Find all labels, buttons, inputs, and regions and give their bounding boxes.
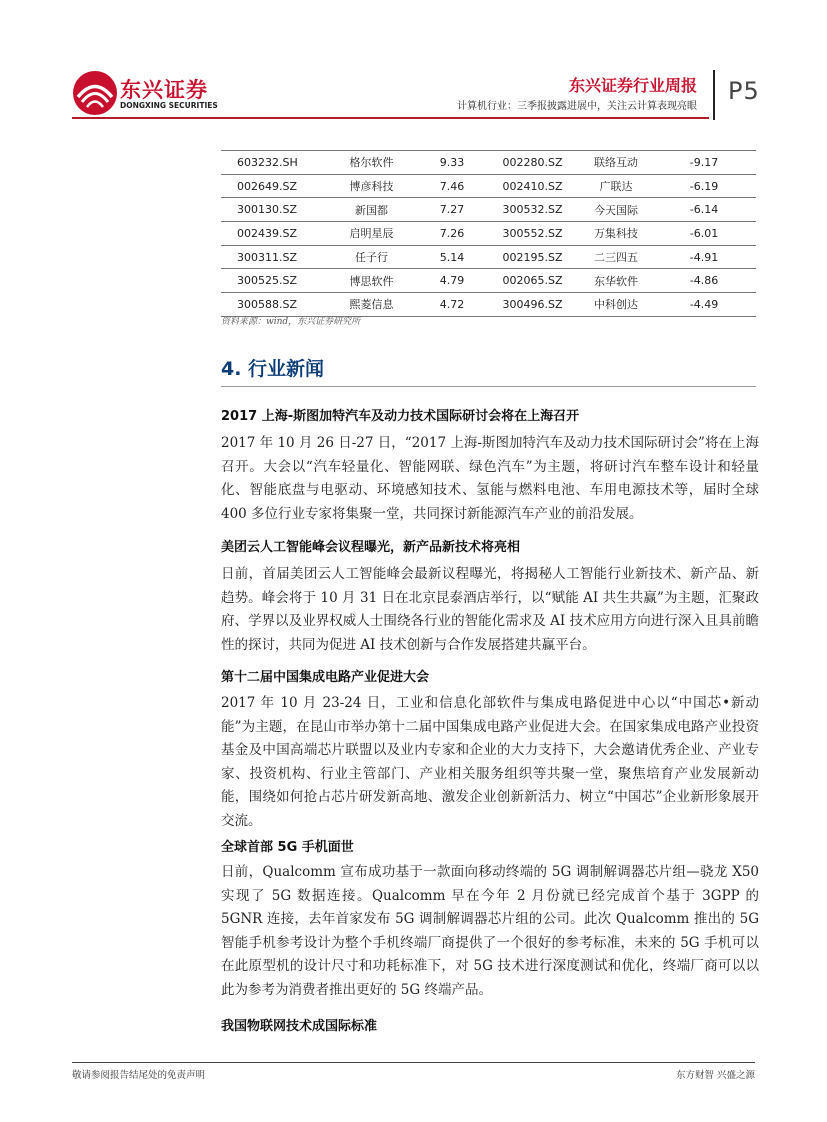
news-body-2: 日前，首届美团云人工智能峰会最新议程曝光，将揭秘人工智能行业新技术、新产品、新趋势。峰会将于 10 月 31 日在北京昆泰酒店举行，以“赋能 AI 共生共赢”为主题，汇聚政府、学界以及业界权威人士围绕各行业的智能化需求及 AI 技术应用方向进行深入且具前瞻性的探讨，共同为促进 AI 技术创新与合作发展搭建共赢平台。: [221, 566, 759, 653]
gainer-change-cell: 7.46: [419, 174, 485, 198]
table-row: [221, 245, 756, 269]
gainer-code-cell: 603232.SH: [221, 151, 324, 175]
gainer-name-cell: 格尔软件: [324, 151, 419, 175]
gainer-change-cell: 4.72: [419, 293, 485, 317]
loser-change-cell: -6.14: [652, 198, 756, 222]
gainer-change-cell: 7.26: [419, 222, 485, 246]
loser-code-cell: 002410.SZ: [485, 174, 580, 198]
loser-change-cell: -4.49: [652, 293, 756, 317]
gainer-change-cell: 7.27: [419, 198, 485, 222]
gainer-name-cell: 启明星辰: [324, 222, 419, 246]
loser-change-cell: -6.01: [652, 222, 756, 246]
gainer-change-cell: 4.79: [419, 269, 485, 293]
report-title: 东兴证券行业周报: [568, 76, 697, 95]
table-row: [221, 293, 756, 317]
loser-change-cell: -9.17: [652, 151, 756, 175]
footer-slogan: 东方财智 兴盛之源: [675, 1070, 755, 1081]
loser-name-cell: 广联达: [580, 174, 652, 198]
table-row: [221, 222, 756, 246]
loser-name-cell: 万集科技: [580, 222, 652, 246]
gainer-code-cell: 002649.SZ: [221, 174, 324, 198]
gainer-change-cell: 9.33: [419, 151, 485, 175]
news-headline-3: 第十二届中国集成电路产业促进大会: [221, 670, 430, 685]
table-row: [221, 151, 756, 175]
news-body-3: 2017 年 10 月 23-24 日，工业和信息化部软件与集成电路促进中心以“中国芯•新动能”为主题，在昆山市举办第十二届中国集成电路产业促进大会。在国家集成电路产业投资基金及中国高端芯片联盟以及业内专家和企业的大力支持下，大会邀请优秀企业、产业专家、投资机构、行业主管部门、产业相关服务组织等共聚一堂，聚焦培育产业发展新动能，围绕如何抢占芯片研发新高地、激发企业创新新活力、树立“中国芯”企业新形象展开交流。: [221, 695, 759, 829]
gainer-name-cell: 新国都: [324, 198, 419, 222]
gainer-code-cell: 300130.SZ: [221, 198, 324, 222]
loser-code-cell: 002065.SZ: [485, 269, 580, 293]
stock-performance-table: [221, 150, 756, 317]
footer-disclaimer: 敬请参阅报告结尾处的免责声明: [72, 1070, 206, 1081]
gainer-change-cell: 5.14: [419, 245, 485, 269]
report-subtitle: 计算机行业：三季报披露进展中，关注云计算表现亮眼: [457, 101, 697, 112]
news-body-4: 日前，Qualcomm 宣布成功基于一款面向移动终端的 5G 调制解调器芯片组—骁龙 X50 实现了 5G 数据连接。Qualcomm 早在今年 2 月份就已经完成首个基于 3GPP 的 5GNR 连接，去年首家发布 5G 调制解调器芯片组的公司。此次 Qualcomm 推出的 5G 智能手机参考设计为整个手机终端厂商提供了一个很好的参考标准，未来的 5G 手机可以在此原型机的设计尺寸和功耗标准下，对 5G 技术进行深度测试和优化，终端厂商可以以此为参考为消费者推出更好的 5G 终端产品。: [221, 864, 759, 998]
gainer-code-cell: 300588.SZ: [221, 293, 324, 317]
table-row: [221, 174, 756, 198]
loser-name-cell: 东华软件: [580, 269, 652, 293]
loser-change-cell: -6.19: [652, 174, 756, 198]
news-headline-4: 全球首部 5G 手机面世: [221, 840, 354, 855]
section-header: [221, 352, 756, 387]
news-headline-2: 美团云人工智能峰会议程曝光，新产品新技术将亮相: [221, 540, 521, 555]
gainer-code-cell: 300311.SZ: [221, 245, 324, 269]
news-body-1: 2017 年 10 月 26 日-27 日，“2017 上海-斯图加特汽车及动力技术国际研讨会”将在上海召开。大会以“汽车轻量化、智能网联、绿色汽车”为主题，将研讨汽车整车设计和轻量化、智能底盘与电驱动、环境感知技术、氢能与燃料电池、车用电源技术等，届时全球 400 多位行业专家将集聚一堂，共同探讨新能源汽车产业的前沿发展。: [221, 435, 759, 522]
loser-change-cell: -4.91: [652, 245, 756, 269]
dongxing-logo-icon: [72, 70, 118, 116]
section-title: 4. 行业新闻: [221, 358, 325, 380]
gainer-name-cell: 博思软件: [324, 269, 419, 293]
loser-change-cell: -4.86: [652, 269, 756, 293]
loser-code-cell: 300496.SZ: [485, 293, 580, 317]
loser-name-cell: 联络互动: [580, 151, 652, 175]
table-row: [221, 269, 756, 293]
gainer-name-cell: 熙菱信息: [324, 293, 419, 317]
gainer-code-cell: 002439.SZ: [221, 222, 324, 246]
news-headline-5: 我国物联网技术成国际标准: [221, 1019, 378, 1034]
gainer-code-cell: 300525.SZ: [221, 269, 324, 293]
gainer-name-cell: 任子行: [324, 245, 419, 269]
table-row: [221, 198, 756, 222]
loser-name-cell: 中科创达: [580, 293, 652, 317]
table-source: 资料来源：wind，东兴证券研究所: [221, 317, 361, 327]
company-logo: [72, 70, 218, 116]
header-divider: [72, 117, 709, 119]
loser-code-cell: 300552.SZ: [485, 222, 580, 246]
loser-name-cell: 二三四五: [580, 245, 652, 269]
header-vertical-divider: [713, 70, 715, 120]
loser-name-cell: 今天国际: [580, 198, 652, 222]
loser-code-cell: 002195.SZ: [485, 245, 580, 269]
logo-text-cn: 东兴证券: [120, 78, 208, 102]
logo-text-en: DONGXING SECURITIES: [120, 101, 218, 110]
footer-divider: [72, 1062, 755, 1063]
news-headline-1: 2017 上海-斯图加特汽车及动力技术国际研讨会将在上海召开: [221, 409, 580, 424]
gainer-name-cell: 博彦科技: [324, 174, 419, 198]
page-number: P5: [728, 77, 760, 105]
loser-code-cell: 300532.SZ: [485, 198, 580, 222]
loser-code-cell: 002280.SZ: [485, 151, 580, 175]
